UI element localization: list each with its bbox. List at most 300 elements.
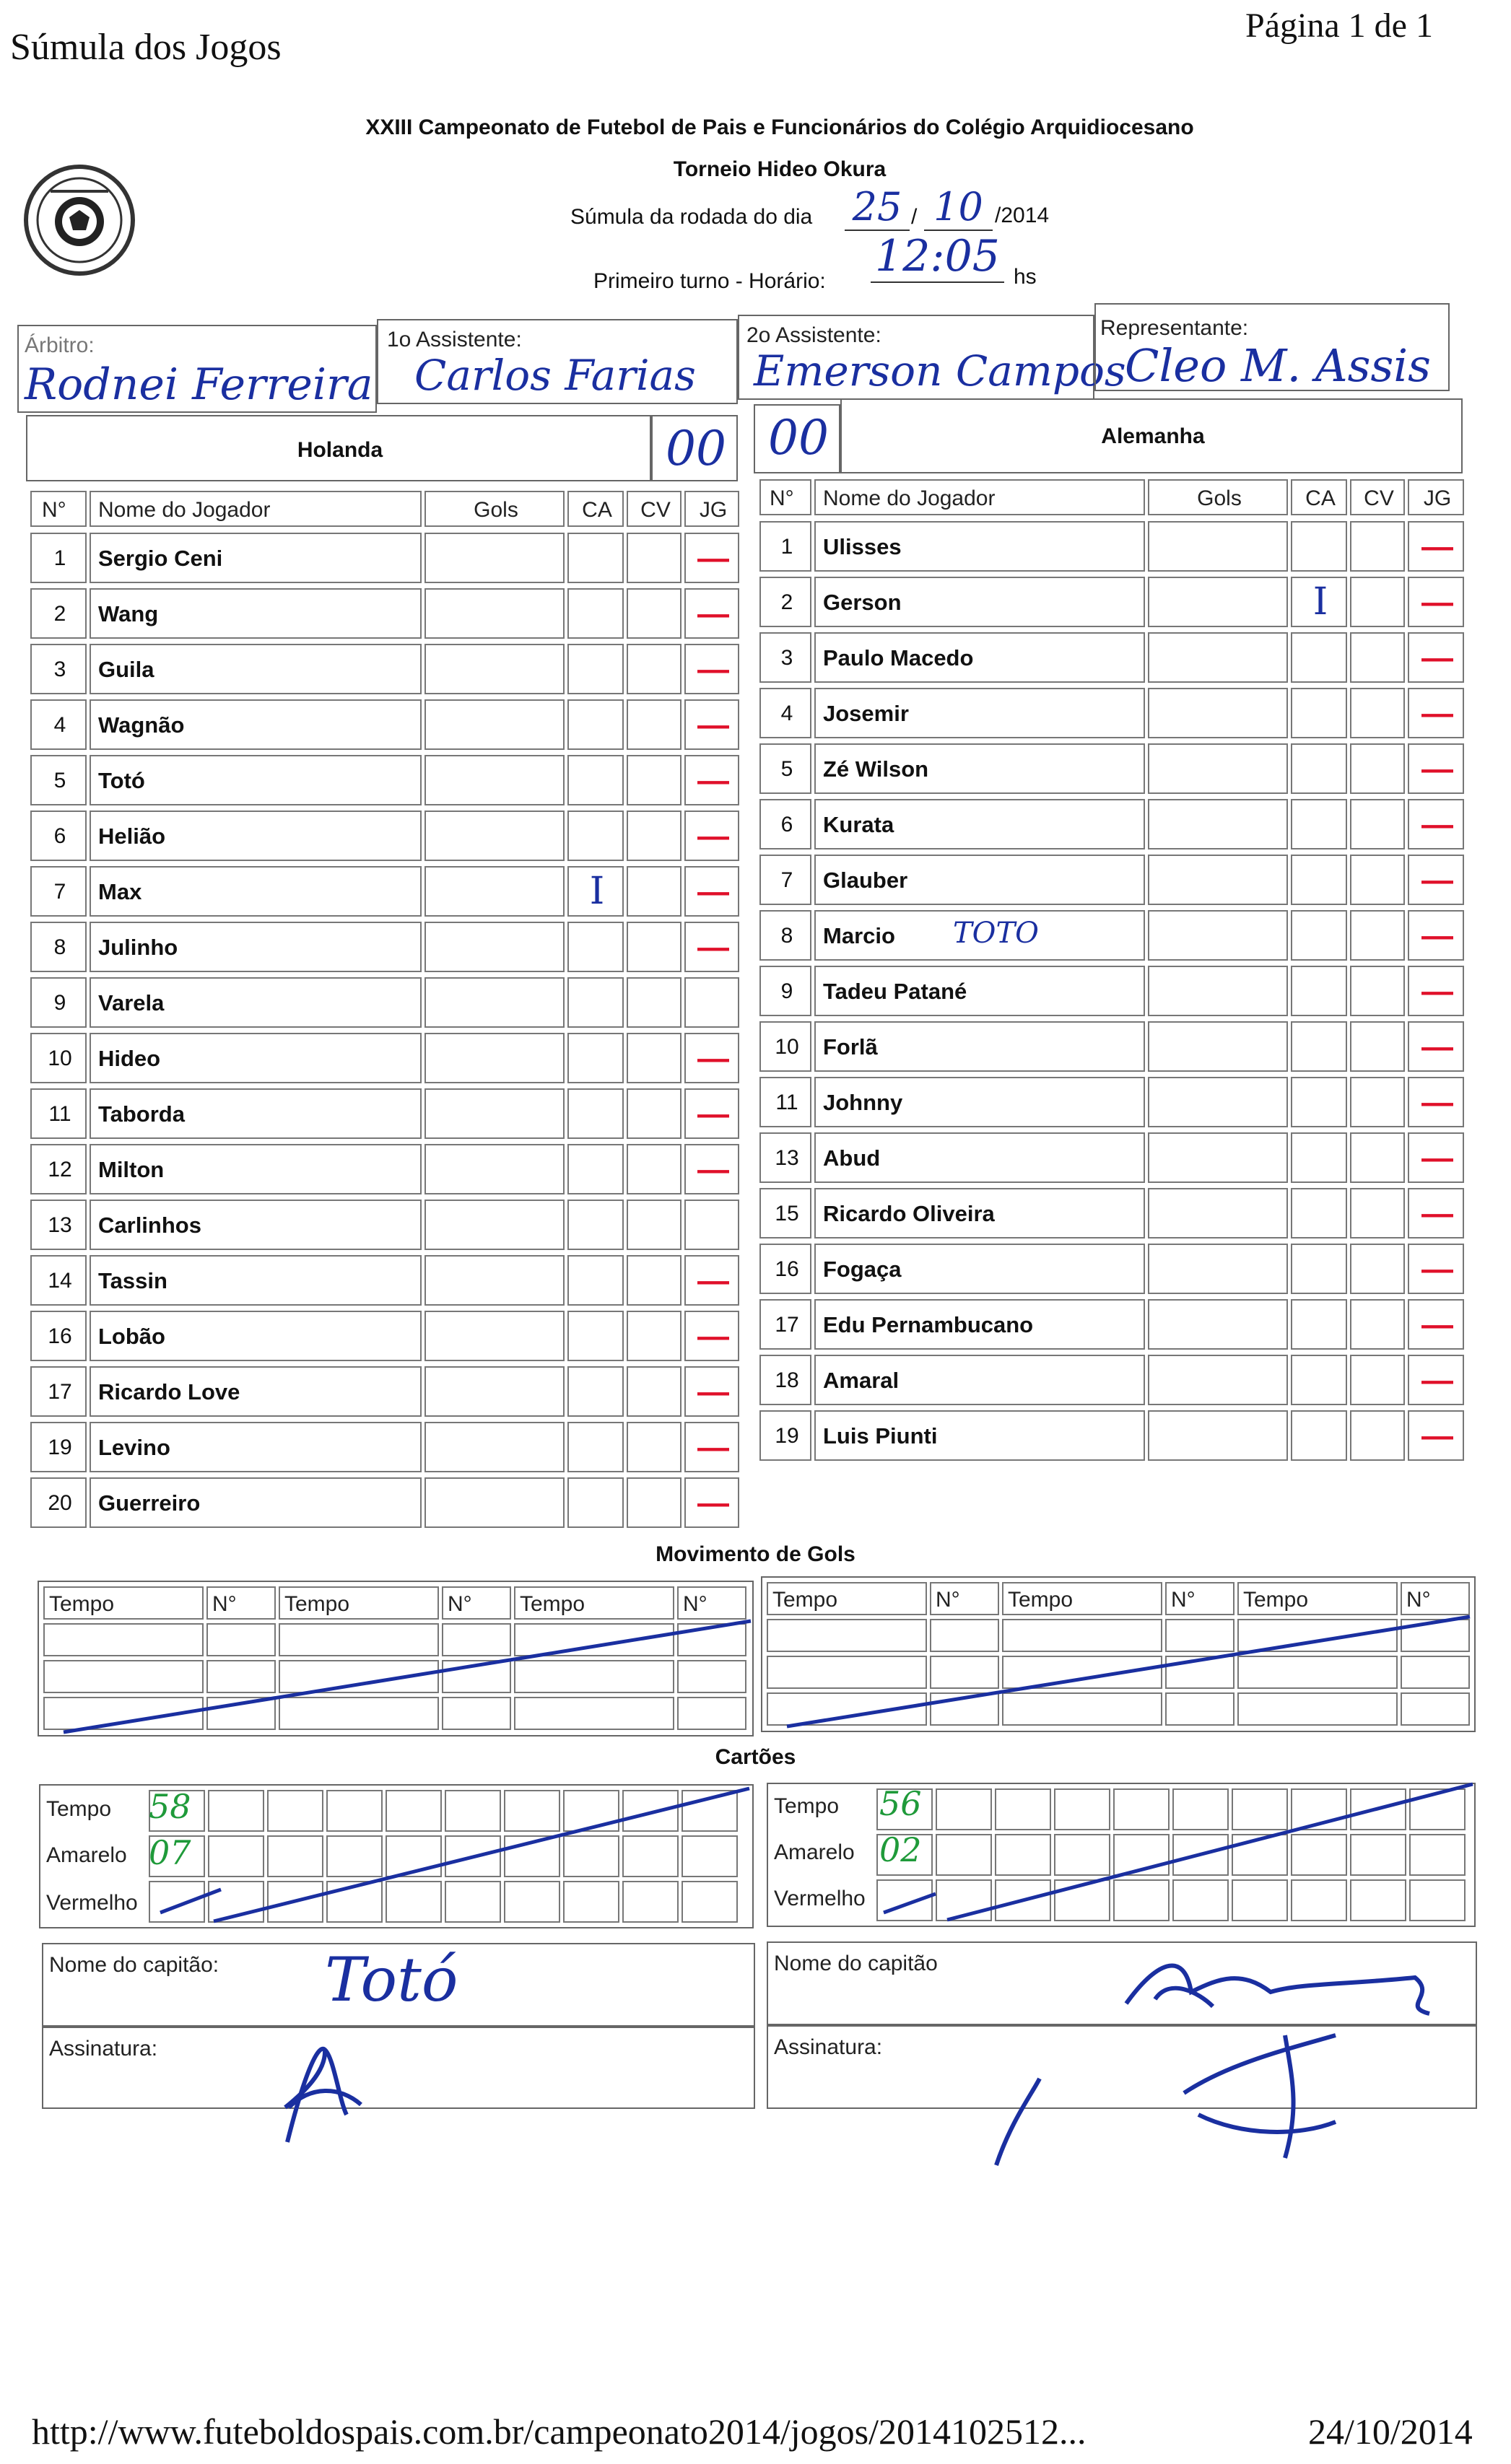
away-card-cell (1113, 1788, 1170, 1830)
away-ca-cell (1291, 1077, 1347, 1127)
home-player-num-cell (30, 644, 87, 694)
home-cv-cell (627, 644, 682, 694)
home-player-number: 12 (48, 1158, 72, 1181)
away-player-name-cell (814, 577, 1145, 627)
away-jg-cell (1408, 1410, 1464, 1461)
home-player-num-cell (30, 1366, 87, 1417)
home-goals-table (38, 1581, 754, 1736)
home-card-cell (386, 1881, 442, 1923)
away-col-num (759, 479, 811, 515)
away-player-name: Ricardo Oliveira (823, 1201, 995, 1226)
goals-section-title: Movimento de Gols (656, 1542, 855, 1566)
away-goals-cell (1401, 1656, 1470, 1689)
away-card-cell (1350, 1834, 1406, 1876)
away-goals-cell (1148, 1410, 1288, 1461)
club-logo (22, 162, 137, 278)
home-player-name: Varela (98, 990, 165, 1015)
home-cv-cell (627, 922, 682, 972)
home-card-cell (208, 1881, 264, 1923)
home-player-name-cell (90, 1422, 422, 1472)
home-goals-cell (424, 699, 565, 750)
home-player-name-cell (90, 755, 422, 805)
home-jg-cell (684, 922, 739, 972)
away-player-name-cell (814, 799, 1145, 849)
home-goals-cell (279, 1586, 439, 1620)
home-goals-cell (424, 1200, 565, 1250)
away-card-cell (1054, 1834, 1110, 1876)
home-card-cell (622, 1790, 679, 1832)
home-ca-cell (567, 1477, 624, 1528)
away-card-cell (936, 1834, 992, 1876)
home-player-name: Wagnão (98, 712, 185, 738)
away-card-cell (1291, 1879, 1347, 1921)
away-cv-cell (1350, 1355, 1405, 1405)
home-card-cell (682, 1835, 738, 1877)
away-card-cell (1172, 1834, 1229, 1876)
home-jg-cell (684, 811, 739, 861)
home-goals-cell (206, 1586, 276, 1620)
home-card-cell (445, 1881, 501, 1923)
away-goals-cell (1237, 1656, 1398, 1689)
away-col-goals-label: Gols (1197, 486, 1242, 510)
home-goals-cell (514, 1623, 674, 1656)
home-goals-cell (43, 1697, 204, 1730)
away-player-number: 7 (780, 868, 793, 892)
away-player-num-cell (759, 910, 811, 961)
home-goals-header: Tempo (49, 1592, 115, 1616)
home-played-mark: — (697, 763, 729, 798)
away-card-cell (1172, 1788, 1229, 1830)
away-player-number: 17 (775, 1313, 799, 1337)
footer-url[interactable]: http://www.futeboldospais.com.br/campeonato2014/jogos/2014102512... (32, 2411, 1087, 2452)
home-goals-cell (206, 1697, 276, 1730)
home-card-cell (563, 1835, 619, 1877)
home-player-num-cell (30, 1200, 87, 1250)
home-player-name: Carlinhos (98, 1213, 201, 1238)
home-player-num-cell (30, 588, 87, 639)
away-played-mark: — (1421, 974, 1453, 1009)
home-col-num (30, 491, 87, 527)
home-card-cell (208, 1790, 264, 1832)
away-card-cell (1054, 1788, 1110, 1830)
home-player-number: 1 (53, 546, 66, 570)
home-cards-amarelo-label: Amarelo (46, 1843, 127, 1867)
away-goals-cell (930, 1656, 999, 1689)
away-yellow-card-mark: I (1312, 580, 1328, 624)
home-player-name-cell (90, 866, 422, 917)
home-player-name: Hideo (98, 1046, 161, 1071)
away-played-mark: — (1421, 1363, 1453, 1398)
away-played-mark: — (1421, 918, 1453, 953)
home-played-mark: — (697, 1485, 729, 1521)
match-time: 12:05 (871, 231, 1004, 283)
home-player-number: 13 (48, 1213, 72, 1237)
away-card-cell (1113, 1879, 1170, 1921)
home-jg-cell (684, 1311, 739, 1361)
home-cv-cell (627, 1366, 682, 1417)
home-card-cell (326, 1881, 383, 1923)
home-player-name-cell (90, 1477, 422, 1528)
home-jg-cell (684, 644, 739, 694)
away-player-name-cell (814, 1077, 1145, 1127)
away-player-number: 3 (780, 646, 793, 670)
home-jg-cell (684, 1200, 739, 1250)
away-played-mark: — (1421, 751, 1453, 787)
home-col-ca (567, 491, 624, 527)
away-cv-cell (1350, 1299, 1405, 1350)
away-jg-cell (1408, 1299, 1464, 1350)
home-cards-tempo-label: Tempo (46, 1797, 112, 1821)
away-player-num-cell (759, 1021, 811, 1072)
away-player-number: 11 (775, 1091, 798, 1114)
away-card-cell (1291, 1834, 1347, 1876)
home-cv-cell (627, 1144, 682, 1194)
home-col-name (90, 491, 422, 527)
away-player-number: 13 (775, 1146, 799, 1170)
assistant1-label: 1o Assistente: (387, 328, 522, 351)
home-ca-cell (567, 699, 624, 750)
away-player-name-cell (814, 1299, 1145, 1350)
cards-section-title: Cartões (715, 1745, 796, 1769)
home-goals-cell (514, 1660, 674, 1693)
away-goals-cell (767, 1582, 927, 1615)
home-goals-cell (279, 1697, 439, 1730)
away-card-cell (1172, 1879, 1229, 1921)
home-cv-cell (627, 866, 682, 917)
home-player-name: Sergio Ceni (98, 546, 223, 571)
home-cards-vermelho-label: Vermelho (46, 1891, 138, 1915)
home-col-cv-label: CV (640, 498, 671, 522)
home-played-mark: — (697, 1263, 729, 1298)
away-player-name-cell (814, 855, 1145, 905)
home-player-num-cell (30, 699, 87, 750)
away-card-tempo-value: 56 (879, 1784, 922, 1823)
away-jg-cell (1408, 743, 1464, 794)
away-jg-cell (1408, 855, 1464, 905)
home-goals-cell (424, 1366, 565, 1417)
home-played-mark: — (697, 1374, 729, 1410)
home-cv-cell (627, 755, 682, 805)
home-cv-cell (627, 1477, 682, 1528)
away-player-number: 15 (775, 1202, 799, 1226)
away-col-jg-label: JG (1423, 486, 1452, 510)
away-player-num-cell (759, 1299, 811, 1350)
away-cards-vermelho-label: Vermelho (774, 1887, 866, 1910)
away-goals-header: N° (1406, 1588, 1431, 1612)
home-goals-cell (514, 1586, 674, 1620)
away-goals-header: N° (936, 1588, 960, 1612)
away-col-cv-label: CV (1364, 486, 1394, 510)
home-player-num-cell (30, 1144, 87, 1194)
away-cv-cell (1350, 966, 1405, 1016)
home-goals-cell (677, 1586, 746, 1620)
away-played-mark: — (1421, 585, 1453, 620)
home-jg-cell (684, 866, 739, 917)
home-player-name: Taborda (98, 1101, 185, 1127)
home-card-cell (267, 1881, 323, 1923)
away-jg-cell (1408, 577, 1464, 627)
away-played-mark: — (1421, 1085, 1453, 1120)
away-cv-cell (1350, 521, 1405, 572)
home-player-num-cell (30, 1255, 87, 1306)
home-player-number: 17 (48, 1380, 72, 1404)
away-col-num-label: N° (770, 486, 794, 510)
away-player-name: Josemir (823, 701, 909, 726)
away-played-mark: — (1421, 529, 1453, 564)
home-captain-name: Totó (325, 1944, 458, 2015)
round-day: 25 (845, 184, 910, 231)
away-played-mark: — (1421, 1307, 1453, 1342)
date-separator: / (911, 205, 918, 229)
home-player-name: Guerreiro (98, 1490, 201, 1516)
away-goals-cell (930, 1692, 999, 1726)
away-cv-cell (1350, 688, 1405, 738)
away-cv-cell (1350, 1021, 1405, 1072)
away-signature-label: Assinatura: (774, 2035, 883, 2059)
away-player-num-cell (759, 1355, 811, 1405)
away-card-cell (1232, 1788, 1288, 1830)
away-ca-cell (1291, 910, 1347, 961)
home-player-num-cell (30, 755, 87, 805)
home-card-amarelo-value: 07 (149, 1833, 191, 1872)
away-player-num-cell (759, 1410, 811, 1461)
home-player-name: Guila (98, 657, 154, 682)
away-player-number: 2 (780, 590, 793, 614)
away-cv-cell (1350, 577, 1405, 627)
away-goals-cell (767, 1619, 927, 1652)
home-card-tempo-value: 58 (149, 1787, 191, 1826)
away-played-mark: — (1421, 862, 1453, 898)
away-player-name: Zé Wilson (823, 756, 929, 782)
tournament-title: XXIII Campeonato de Futebol de Pais e Funcionários do Colégio Arquidiocesano (365, 115, 1194, 139)
away-cv-cell (1350, 743, 1405, 794)
home-col-jg (684, 491, 739, 527)
home-player-number: 7 (53, 880, 66, 904)
home-card-cell (682, 1881, 738, 1923)
away-ca-cell (1291, 1132, 1347, 1183)
home-signature-label: Assinatura: (49, 2037, 158, 2061)
home-ca-cell (567, 1144, 624, 1194)
home-player-name: Totó (98, 768, 145, 793)
home-played-mark: — (697, 930, 729, 965)
away-goals-cell (1002, 1692, 1162, 1726)
away-player-number: 4 (780, 702, 793, 725)
home-cv-cell (627, 977, 682, 1028)
away-cards-amarelo-label: Amarelo (774, 1840, 855, 1864)
home-player-name: Tassin (98, 1268, 167, 1293)
away-goals-cell (1165, 1692, 1235, 1726)
home-ca-cell (567, 1311, 624, 1361)
home-jg-cell (684, 1477, 739, 1528)
footer-date: 24/10/2014 (1308, 2411, 1473, 2452)
away-cv-cell (1350, 855, 1405, 905)
away-card-cell (1409, 1788, 1466, 1830)
away-goals-cell (1148, 577, 1288, 627)
away-ca-cell (1291, 799, 1347, 849)
away-player-name-cell (814, 1132, 1145, 1183)
home-card-cell (149, 1881, 205, 1923)
away-card-cell (936, 1879, 992, 1921)
away-goals-cell (1165, 1582, 1235, 1615)
home-cv-cell (627, 1088, 682, 1139)
away-player-name: Kurata (823, 812, 894, 837)
away-player-name: Tadeu Patané (823, 979, 967, 1004)
home-player-num-cell (30, 977, 87, 1028)
home-jg-cell (684, 977, 739, 1028)
away-player-num-cell (759, 799, 811, 849)
home-player-name-cell (90, 811, 422, 861)
away-jg-cell (1408, 521, 1464, 572)
away-player-num-cell (759, 743, 811, 794)
away-goals-cell (767, 1656, 927, 1689)
away-goals-cell (1165, 1656, 1235, 1689)
away-player-num-cell (759, 632, 811, 683)
away-card-cell (876, 1879, 933, 1921)
home-player-name-cell (90, 1366, 422, 1417)
home-goals-cell (424, 644, 565, 694)
away-ca-cell (1291, 743, 1347, 794)
home-jg-cell (684, 1033, 739, 1083)
home-player-name-cell (90, 644, 422, 694)
away-player-name-cell (814, 743, 1145, 794)
away-goals-cell (1002, 1619, 1162, 1652)
away-card-cell (995, 1879, 1051, 1921)
representative-label: Representante: (1100, 316, 1249, 340)
away-goals-header: N° (1171, 1588, 1196, 1612)
home-player-name: Milton (98, 1157, 165, 1182)
home-jg-cell (684, 1088, 739, 1139)
home-played-mark: — (697, 1096, 729, 1132)
home-col-name-label: Nome do Jogador (98, 498, 271, 522)
home-player-name: Helião (98, 823, 166, 849)
home-played-mark: — (697, 874, 729, 909)
home-player-num-cell (30, 1422, 87, 1472)
away-player-name: Fogaça (823, 1257, 902, 1282)
home-score: 00 (666, 421, 726, 476)
away-player-name: Johnny (823, 1090, 903, 1115)
home-player-num-cell (30, 866, 87, 917)
away-goals-header: Tempo (772, 1588, 838, 1612)
home-col-goals (424, 491, 565, 527)
away-ca-cell (1291, 1244, 1347, 1294)
home-player-number: 16 (48, 1324, 72, 1348)
home-jg-cell (684, 1255, 739, 1306)
away-player-name-cell (814, 688, 1145, 738)
away-ca-cell (1291, 632, 1347, 683)
home-player-name-cell (90, 1255, 422, 1306)
away-player-name-cell (814, 1188, 1145, 1238)
home-ca-cell (567, 977, 624, 1028)
home-score-box (651, 415, 738, 481)
away-goals-cell (1148, 1132, 1288, 1183)
home-ca-cell (567, 644, 624, 694)
home-player-number: 5 (53, 769, 66, 792)
home-ca-cell (567, 1200, 624, 1250)
away-goals-cell (1401, 1582, 1470, 1615)
home-goals-cell (442, 1586, 511, 1620)
away-player-name-cell (814, 632, 1145, 683)
home-col-goals-label: Gols (474, 498, 518, 522)
away-player-num-cell (759, 1077, 811, 1127)
home-jg-cell (684, 588, 739, 639)
home-ca-cell (567, 588, 624, 639)
home-goals-cell (424, 755, 565, 805)
away-score-box (754, 404, 840, 473)
home-played-mark: — (697, 1152, 729, 1187)
home-jg-cell (684, 533, 739, 583)
representative-box (1094, 303, 1450, 391)
home-goals-cell (424, 533, 565, 583)
home-goals-header: N° (683, 1592, 707, 1616)
away-goals-cell (1148, 1021, 1288, 1072)
away-jg-cell (1408, 1077, 1464, 1127)
home-card-cell (267, 1790, 323, 1832)
away-card-cell (1232, 1834, 1288, 1876)
home-goals-header: N° (448, 1592, 472, 1616)
away-ca-cell (1291, 966, 1347, 1016)
home-goals-cell (43, 1586, 204, 1620)
away-cv-cell (1350, 632, 1405, 683)
home-player-name: Julinho (98, 935, 178, 960)
away-played-mark: — (1421, 1029, 1453, 1065)
home-goals-cell (424, 811, 565, 861)
away-ca-cell (1291, 577, 1347, 627)
home-goals-cell (424, 922, 565, 972)
away-goals-cell (1148, 1355, 1288, 1405)
home-goals-cell (424, 1255, 565, 1306)
away-goals-cell (1237, 1582, 1398, 1615)
away-player-number: 19 (775, 1424, 799, 1448)
home-goals-cell (279, 1623, 439, 1656)
home-ca-cell (567, 811, 624, 861)
home-goals-cell (677, 1660, 746, 1693)
away-cv-cell (1350, 1410, 1405, 1461)
away-ca-cell (1291, 1299, 1347, 1350)
away-col-goals (1148, 479, 1288, 515)
home-cards-table (39, 1784, 754, 1928)
home-player-name-cell (90, 1200, 422, 1250)
home-goals-cell (424, 1311, 565, 1361)
away-goals-cell (1148, 855, 1288, 905)
home-goals-cell (442, 1660, 511, 1693)
home-card-cell (445, 1835, 501, 1877)
away-goals-cell (1148, 1299, 1288, 1350)
away-player-name: Ulisses (823, 534, 902, 559)
home-captain-label: Nome do capitão: (49, 1953, 219, 1977)
away-goals-cell (930, 1619, 999, 1652)
away-jg-cell (1408, 1188, 1464, 1238)
away-player-name-cell (814, 966, 1145, 1016)
home-played-mark: — (697, 1319, 729, 1354)
home-team-name: Holanda (297, 438, 383, 462)
away-card-cell (1232, 1879, 1288, 1921)
home-goals-header: N° (212, 1592, 237, 1616)
home-goals-cell (424, 1477, 565, 1528)
away-col-ca-label: CA (1305, 486, 1336, 510)
home-player-name-cell (90, 1311, 422, 1361)
referee-box (17, 325, 377, 413)
document-title: Súmula dos Jogos (10, 27, 282, 68)
home-player-name: Levino (98, 1435, 170, 1460)
away-goals-cell (1401, 1692, 1470, 1726)
home-player-number: 9 (53, 991, 66, 1015)
away-cards-table (767, 1783, 1476, 1927)
away-played-mark: — (1421, 640, 1453, 676)
away-captain-label: Nome do capitão (774, 1952, 938, 1975)
assistant1-name: Carlos Farias (414, 351, 696, 400)
away-ca-cell (1291, 855, 1347, 905)
home-ca-cell (567, 922, 624, 972)
